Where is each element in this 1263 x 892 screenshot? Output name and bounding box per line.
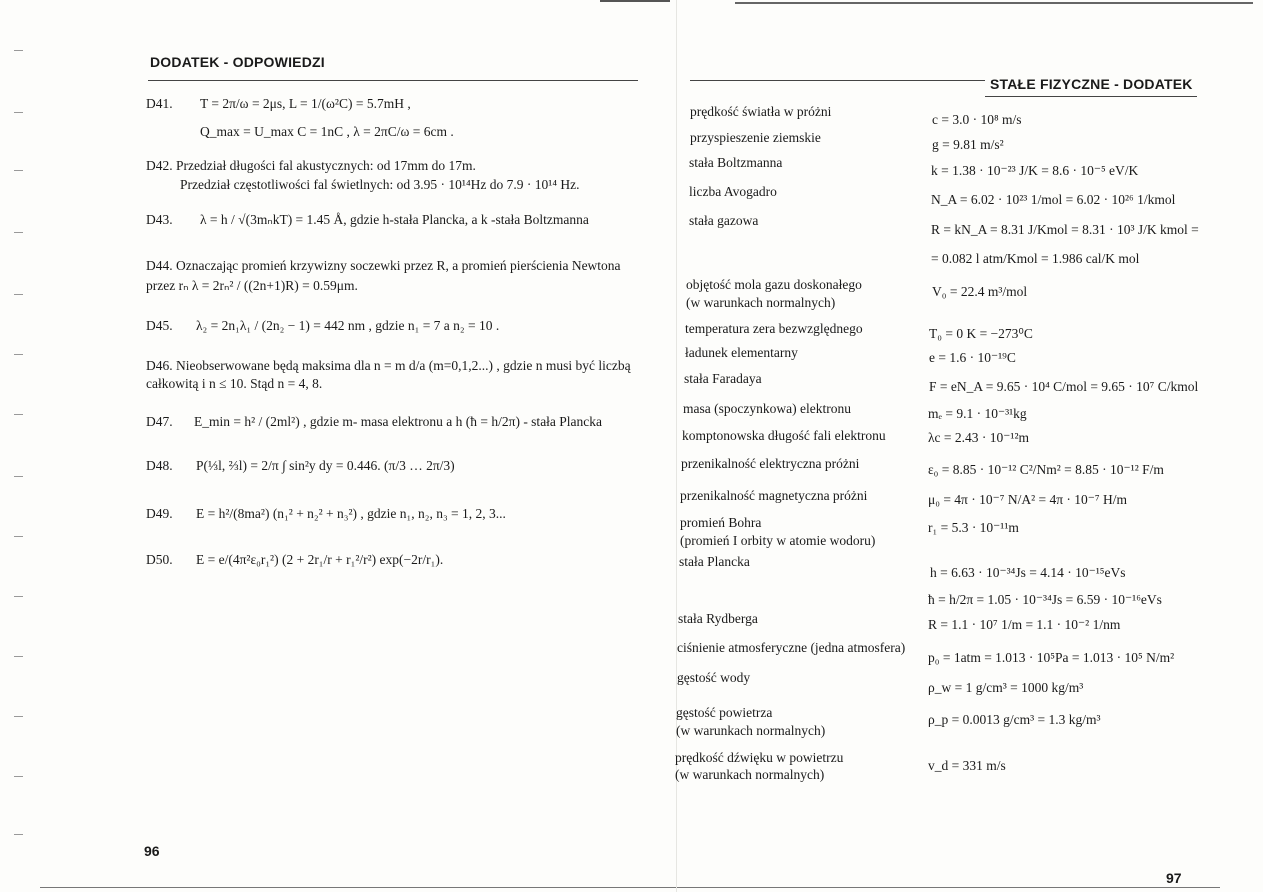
- answer-id: D41.: [146, 96, 173, 111]
- left-page-header: DODATEK - ODPOWIEDZI: [150, 54, 325, 70]
- constant-value: T₀ = 0 K = −273⁰C: [929, 326, 1033, 341]
- answer-line: Przedział częstotliwości fal świetlnych: od 3.95 · 10¹⁴Hz do 7.9 · 10¹⁴ Hz.: [180, 177, 580, 192]
- constant-name: temperatura zera bezwzględnego: [685, 321, 863, 336]
- scan-edge-top-right: [735, 2, 1253, 4]
- constant-name: przenikalność magnetyczna próżni: [680, 488, 868, 503]
- answer-d42: [146, 158, 476, 174]
- answer-line: Q_max = U_max C = 1nC , λ = 2πC/ω = 6cm .: [200, 124, 454, 139]
- constant-value: k = 1.38 · 10⁻²³ J/K = 8.6 · 10⁻⁵ eV/K: [931, 163, 1139, 178]
- constant-value: r₁ = 5.3 · 10⁻¹¹m: [928, 520, 1019, 535]
- constant-value: v_d = 331 m/s: [928, 758, 1006, 773]
- answer-id: D42.: [146, 158, 173, 173]
- constant-value: ε₀ = 8.85 · 10⁻¹² C²/Nm² = 8.85 · 10⁻¹² F/m: [928, 462, 1164, 477]
- answer-id: D49.: [146, 506, 173, 521]
- constant-name: (w warunkach normalnych): [675, 767, 825, 782]
- answer-line: Oznaczając promień krzywizny soczewki przez R, a promień pierścienia Newtona: [176, 258, 621, 273]
- answer-id: D47.: [146, 414, 173, 429]
- answer-id: D48.: [146, 458, 173, 473]
- constant-name: (w warunkach normalnych): [676, 723, 826, 738]
- answer-id: D46.: [146, 358, 173, 373]
- constant-name: prędkość światła w próżni: [690, 104, 832, 119]
- right-header-underline: [985, 96, 1197, 97]
- constant-value: g = 9.81 m/s²: [932, 137, 1004, 152]
- constant-value: N_A = 6.02 · 10²³ 1/mol = 6.02 · 10²⁶ 1/kmol: [931, 192, 1176, 207]
- constant-value: mₑ = 9.1 · 10⁻³¹kg: [928, 406, 1027, 421]
- constant-name: stała Plancka: [679, 554, 750, 569]
- right-page-header: STAŁE FIZYCZNE - DODATEK: [990, 76, 1193, 92]
- constant-name: (w warunkach normalnych): [686, 295, 836, 310]
- answer-line: E = e/(4π²ε₀r₁²) (2 + 2r₁/r + r₁²/r²) exp(−2r/r₁).: [196, 552, 444, 567]
- answer-id: D50.: [146, 552, 173, 567]
- answer-d50: [146, 552, 173, 568]
- left-header-rule: [148, 80, 638, 81]
- answer-d44: [146, 258, 621, 274]
- constant-name: objętość mola gazu doskonałego: [686, 277, 862, 292]
- answer-line: λ = h / √(3mₙkT) = 1.45 Å, gdzie h-stała Plancka, a k -stała Boltzmanna: [200, 212, 589, 227]
- constant-value: p₀ = 1atm = 1.013 · 10⁵Pa = 1.013 · 10⁵ N/m²: [928, 650, 1175, 665]
- answer-d47: [146, 414, 173, 430]
- constant-value: R = 1.1 · 10⁷ 1/m = 1.1 · 10⁻² 1/nm: [928, 617, 1121, 632]
- scan-edge-top-left: [600, 0, 670, 2]
- constant-name: stała Boltzmanna: [689, 155, 783, 170]
- constant-name: stała Rydberga: [678, 611, 758, 626]
- constant-value: ħ = h/2π = 1.05 · 10⁻³⁴Js = 6.59 · 10⁻¹⁶eVs: [928, 592, 1162, 607]
- answer-line: Nieobserwowane będą maksima dla n = m d/a (m=0,1,2...) , gdzie n musi być liczbą: [176, 358, 631, 373]
- answer-id: D43.: [146, 212, 173, 227]
- constant-name: przenikalność elektryczna próżni: [681, 456, 860, 471]
- constant-value: ρ_p = 0.0013 g/cm³ = 1.3 kg/m³: [928, 712, 1101, 727]
- constant-value: = 0.082 l atm/Kmol = 1.986 cal/K mol: [931, 251, 1140, 266]
- answer-d43: [146, 212, 173, 228]
- answer-line: całkowitą i n ≤ 10. Stąd n = 4, 8.: [146, 376, 323, 391]
- constant-value: ρ_w = 1 g/cm³ = 1000 kg/m³: [928, 680, 1084, 695]
- answer-line: E_min = h² / (2ml²) , gdzie m- masa elektronu a h (ħ = h/2π) - stała Plancka: [194, 414, 603, 429]
- constant-name: prędkość dźwięku w powietrzu: [675, 750, 844, 765]
- constant-value: F = eN_A = 9.65 · 10⁴ C/mol = 9.65 · 10⁷ C/kmol: [929, 379, 1199, 394]
- answer-id: D44.: [146, 258, 173, 273]
- answer-line: Przedział długości fal akustycznych: od 17mm do 17m.: [176, 158, 476, 173]
- constant-value: λc = 2.43 · 10⁻¹²m: [928, 430, 1029, 445]
- constant-name: liczba Avogadro: [689, 184, 777, 199]
- answer-line: λ₂ = 2n₁λ₁ / (2n₂ − 1) = 442 nm , gdzie n₁ = 7 a n₂ = 10 .: [196, 318, 500, 333]
- constant-name: gęstość wody: [677, 670, 751, 685]
- constant-value: h = 6.63 · 10⁻³⁴Js = 4.14 · 10⁻¹⁵eVs: [930, 565, 1126, 580]
- answer-d49: [146, 506, 173, 522]
- answer-d45: [146, 318, 173, 334]
- scan-edge-bottom: [40, 887, 1220, 888]
- constant-value: μ₀ = 4π · 10⁻⁷ N/A² = 4π · 10⁻⁷ H/m: [928, 492, 1128, 507]
- constant-name: ciśnienie atmosferyczne (jedna atmosfera): [677, 640, 906, 655]
- answer-d48: [146, 458, 173, 474]
- constant-name: promień Bohra: [680, 515, 762, 530]
- constant-name: komptonowska długość fali elektronu: [682, 428, 886, 443]
- answer-d46: [146, 358, 631, 374]
- left-page-number: 96: [144, 843, 160, 859]
- constant-name: (promień I orbity w atomie wodoru): [680, 533, 876, 548]
- constant-name: stała gazowa: [689, 213, 759, 228]
- right-page-number: 97: [1166, 870, 1182, 886]
- answer-line: przez rₙ λ = 2rₙ² / ((2n+1)R) = 0.59μm.: [146, 278, 358, 293]
- answer-d41: [146, 96, 173, 112]
- constant-name: stała Faradaya: [684, 371, 762, 386]
- constant-name: gęstość powietrza: [676, 705, 773, 720]
- constant-name: masa (spoczynkowa) elektronu: [683, 401, 851, 416]
- constant-value: R = kN_A = 8.31 J/Kmol = 8.31 · 10³ J/K kmol =: [931, 222, 1199, 237]
- constant-name: przyspieszenie ziemskie: [690, 130, 821, 145]
- right-header-rule: [690, 80, 985, 81]
- constant-name: ładunek elementarny: [685, 345, 798, 360]
- constant-value: c = 3.0 · 10⁸ m/s: [932, 112, 1022, 127]
- answer-id: D45.: [146, 318, 173, 333]
- constant-value: V₀ = 22.4 m³/mol: [932, 284, 1028, 299]
- answer-line: P(⅓l, ⅔l) = 2/π ∫ sin²y dy = 0.446. (π/3 … 2π/3): [196, 458, 455, 473]
- constant-value: e = 1.6 · 10⁻¹⁹C: [929, 350, 1016, 365]
- answer-line: E = h²/(8ma²) (n₁² + n₂² + n₃²) , gdzie n₁, n₂, n₃ = 1, 2, 3...: [196, 506, 506, 521]
- answer-line: T = 2π/ω = 2μs, L = 1/(ω²C) = 5.7mH ,: [200, 96, 411, 111]
